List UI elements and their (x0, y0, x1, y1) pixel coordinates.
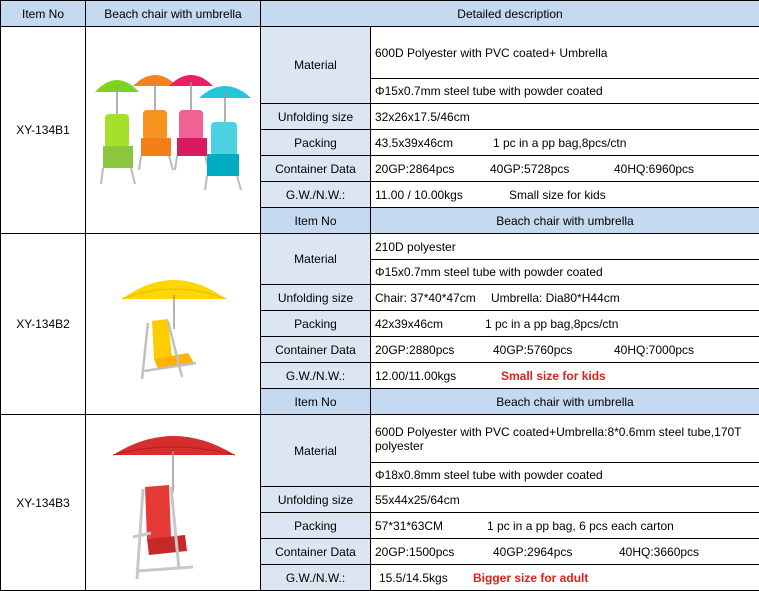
product-header: Beach chair with umbrella (371, 208, 759, 234)
container-40hq: 40HQ:3660pcs (619, 545, 699, 559)
weight-value (371, 363, 759, 389)
product-header: Beach chair with umbrella (371, 389, 759, 415)
material-value-2: Φ15x0.7mm steel tube with powder coated (371, 260, 759, 285)
container-20gp: 20GP:2880pcs (375, 343, 493, 357)
item-no-header: Item No (261, 208, 371, 234)
kids-beach-chairs-icon (91, 66, 256, 194)
item-no-header: Item No (1, 1, 86, 27)
packing-size: 57*31*63CM (375, 519, 487, 533)
material-label: Material (261, 415, 371, 487)
product-photo (86, 415, 261, 591)
container-value (371, 156, 759, 182)
unfolding-value (371, 285, 759, 311)
item-no-cell: XY-134B3 (1, 415, 86, 591)
item-no-cell: XY-134B2 (1, 234, 86, 415)
container-40gp: 40GP:2964pcs (493, 545, 619, 559)
item-no-cell: XY-134B1 (1, 27, 86, 234)
packing-note: 1 pc in a pp bag,8pcs/ctn (493, 136, 626, 150)
material-value-2: Φ18x0.8mm steel tube with powder coated (371, 463, 759, 487)
product-header: Beach chair with umbrella (86, 1, 261, 27)
item-no-header: Item No (261, 389, 371, 415)
weight-note: Small size for kids (509, 188, 606, 202)
weight-label: G.W./N.W.: (261, 182, 371, 208)
material-value-1: 600D Polyester with PVC coated+Umbrella:8*0.6mm steel tube,170T polyester (371, 415, 759, 463)
yellow-beach-chair-icon (108, 259, 238, 389)
container-label: Container Data (261, 539, 371, 565)
weight-note: Bigger size for adult (473, 571, 588, 585)
weight-label: G.W./N.W.: (261, 565, 371, 591)
packing-value (371, 513, 759, 539)
product-photo (86, 27, 261, 234)
container-value (371, 539, 759, 565)
product-photo (86, 234, 261, 415)
unfolding-label: Unfolding size (261, 285, 371, 311)
packing-value (371, 130, 759, 156)
material-value-1: 600D Polyester with PVC coated+ Umbrella (371, 27, 759, 79)
packing-value (371, 311, 759, 337)
unfolding-label: Unfolding size (261, 104, 371, 130)
packing-size: 42x39x46cm (375, 317, 485, 331)
weight-numbers: 15.5/14.5kgs (375, 571, 473, 585)
container-40hq: 40HQ:6960pcs (614, 162, 694, 176)
packing-note: 1 pc in a pp bag,8pcs/ctn (485, 317, 618, 331)
container-label: Container Data (261, 337, 371, 363)
material-row (1, 27, 759, 79)
description-header: Detailed description (261, 1, 759, 27)
unfolding-label: Unfolding size (261, 487, 371, 513)
container-40hq: 40HQ:7000pcs (614, 343, 694, 357)
container-40gp: 40GP:5728pcs (490, 162, 614, 176)
unfolding-value: 55x44x25/64cm (371, 487, 759, 513)
material-value-2: Φ15x0.7mm steel tube with powder coated (371, 79, 759, 104)
packing-note: 1 pc in a pp bag, 6 pcs each carton (487, 519, 674, 533)
packing-label: Packing (261, 130, 371, 156)
weight-value (371, 182, 759, 208)
weight-label: G.W./N.W.: (261, 363, 371, 389)
red-beach-chair-icon (103, 421, 243, 585)
material-row (1, 415, 759, 463)
container-40gp: 40GP:5760pcs (493, 343, 614, 357)
unfolding-chair: Chair: 37*40*47cm (375, 291, 491, 305)
container-20gp: 20GP:1500pcs (375, 545, 493, 559)
container-label: Container Data (261, 156, 371, 182)
weight-numbers: 12.00/11.00kgs (375, 369, 501, 383)
packing-size: 43.5x39x46cm (375, 136, 493, 150)
header-row (1, 1, 759, 27)
material-row (1, 234, 759, 260)
container-value (371, 337, 759, 363)
unfolding-umbrella: Umbrella: Dia80*H44cm (491, 291, 620, 305)
material-label: Material (261, 27, 371, 104)
weight-numbers: 11.00 / 10.00kgs (375, 188, 509, 202)
weight-note: Small size for kids (501, 369, 606, 383)
packing-label: Packing (261, 311, 371, 337)
weight-value (371, 565, 759, 591)
container-20gp: 20GP:2864pcs (375, 162, 490, 176)
unfolding-value: 32x26x17.5/46cm (371, 104, 759, 130)
packing-label: Packing (261, 513, 371, 539)
material-label: Material (261, 234, 371, 285)
material-value-1: 210D polyester (371, 234, 759, 260)
